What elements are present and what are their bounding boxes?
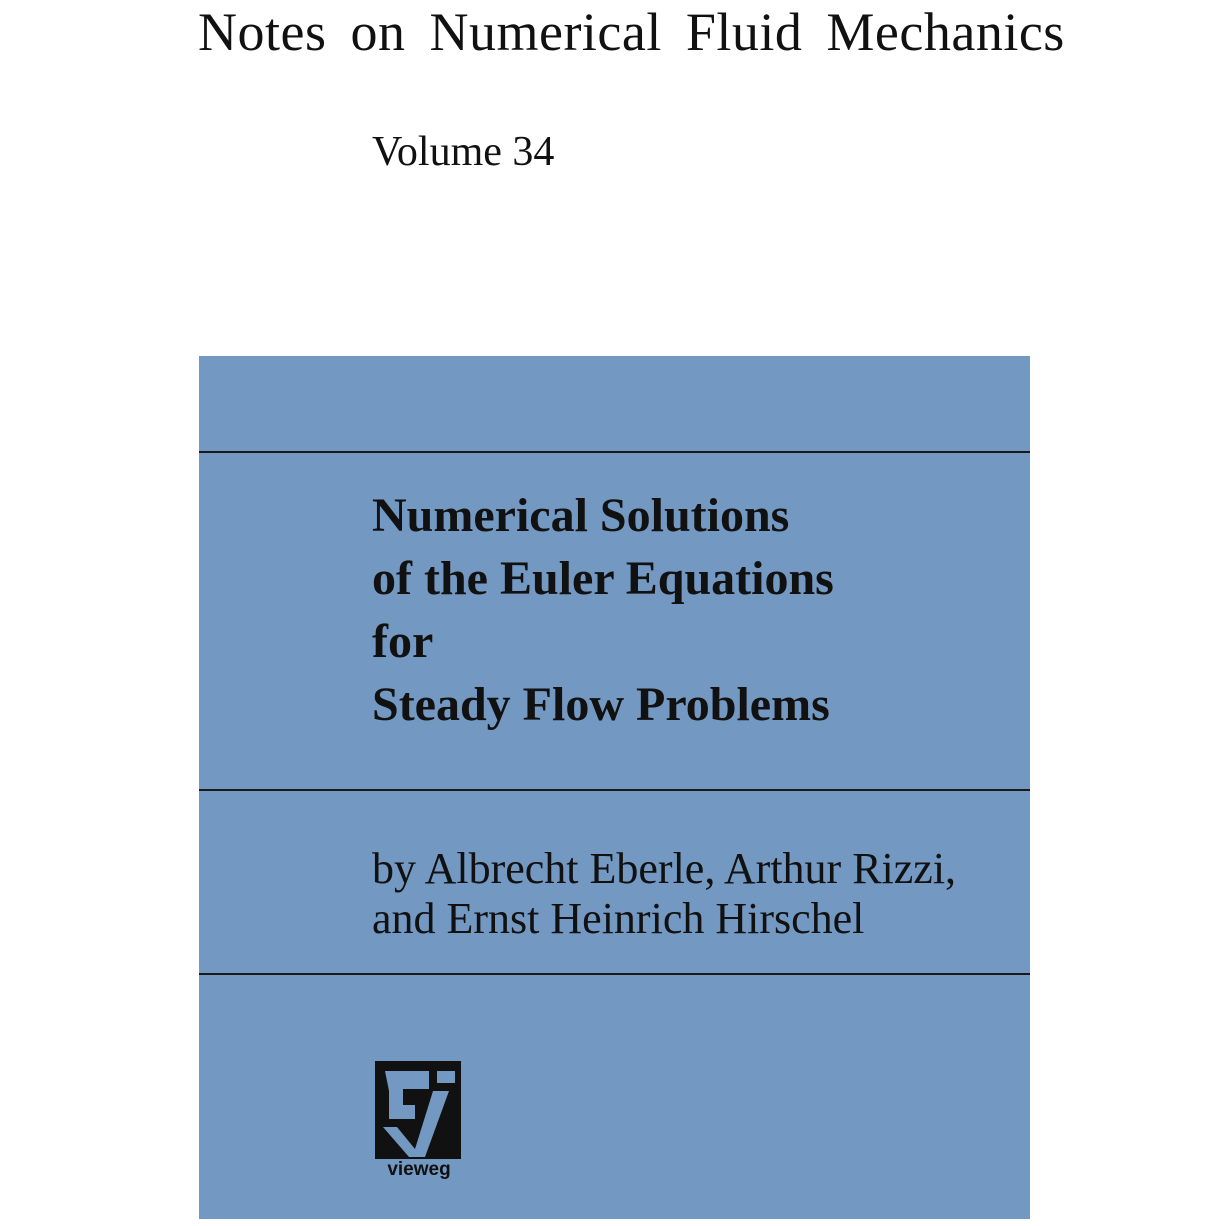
divider-rule — [199, 973, 1030, 975]
vieweg-mark-icon — [375, 1061, 463, 1161]
book-title-line: for — [372, 615, 434, 668]
series-title: Notes on Numerical Fluid Mechanics — [198, 2, 1065, 62]
author-line: and Ernst Heinrich Hirschel — [372, 894, 865, 943]
publisher-logo — [375, 1061, 463, 1183]
cover-panel — [199, 356, 1030, 1219]
divider-rule — [199, 789, 1030, 791]
book-title-line: of the Euler Equations — [372, 552, 834, 605]
book-title-line: Steady Flow Problems — [372, 678, 830, 731]
book-title — [372, 484, 834, 736]
author-line: by Albrecht Eberle, Arthur Rizzi, — [372, 844, 957, 893]
author-list — [372, 844, 956, 944]
volume-number: Volume 34 — [372, 129, 555, 175]
book-title-line: Numerical Solutions — [372, 489, 790, 542]
divider-rule — [199, 451, 1030, 453]
publisher-logo-text: vieweg — [387, 1159, 451, 1180]
